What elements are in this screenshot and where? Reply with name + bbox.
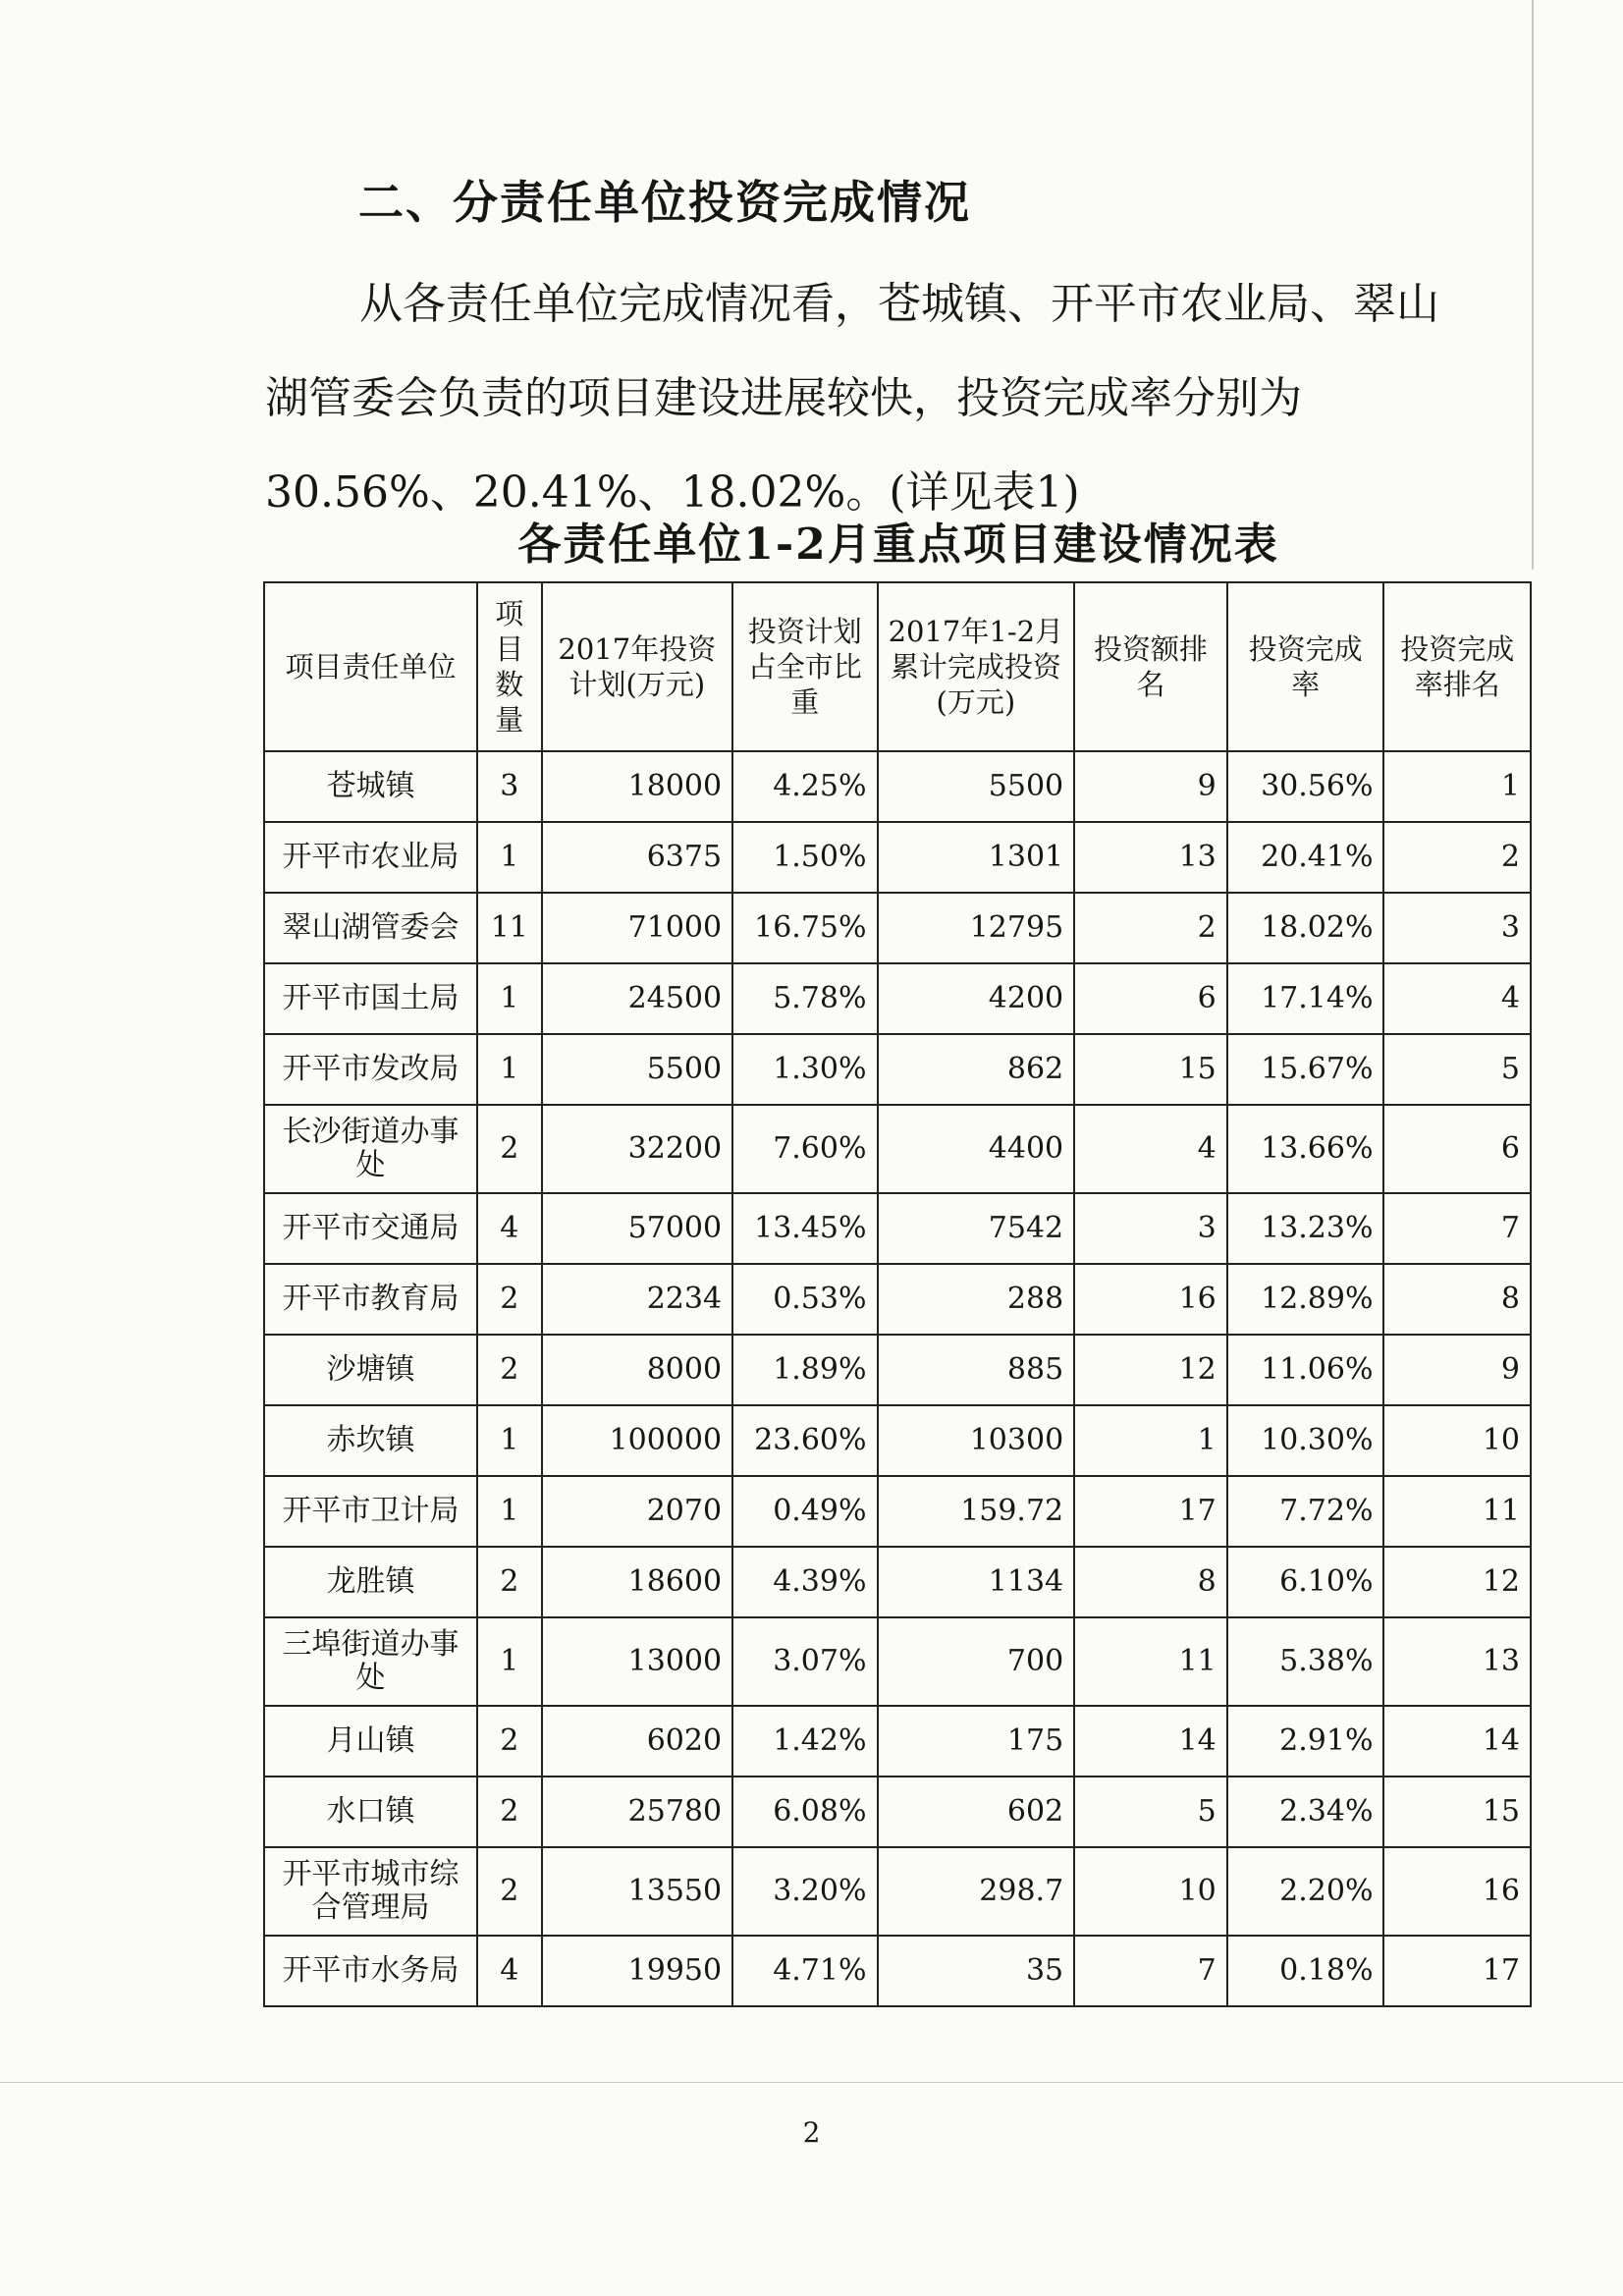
cell-count: 1 xyxy=(477,1405,542,1476)
table-row xyxy=(264,1706,1531,1777)
cell-rate: 17.14% xyxy=(1227,963,1384,1034)
header-share: 投资计划占全市比重 xyxy=(732,582,877,751)
cell-share: 4.71% xyxy=(732,1936,877,2006)
cell-unit: 开平市农业局 xyxy=(264,822,477,893)
cell-count: 2 xyxy=(477,1547,542,1617)
cell-done: 35 xyxy=(878,1936,1075,2006)
cell-plan: 18600 xyxy=(542,1547,733,1617)
cell-share: 0.53% xyxy=(732,1264,877,1335)
cell-done: 5500 xyxy=(878,751,1075,822)
cell-unit: 开平市国土局 xyxy=(264,963,477,1034)
cell-done: 862 xyxy=(878,1034,1075,1105)
cell-rate: 7.72% xyxy=(1227,1476,1384,1547)
cell-plan: 13550 xyxy=(542,1847,733,1936)
cell-unit: 沙塘镇 xyxy=(264,1335,477,1405)
cell-done: 159.72 xyxy=(878,1476,1075,1547)
cell-done: 885 xyxy=(878,1335,1075,1405)
table-row xyxy=(264,893,1531,963)
table-row xyxy=(264,1617,1531,1706)
cell-done: 175 xyxy=(878,1706,1075,1777)
cell-rate: 11.06% xyxy=(1227,1335,1384,1405)
cell-rank: 17 xyxy=(1074,1476,1227,1547)
cell-plan: 2234 xyxy=(542,1264,733,1335)
cell-share: 13.45% xyxy=(732,1193,877,1264)
cell-share: 16.75% xyxy=(732,893,877,963)
cell-unit: 开平市卫计局 xyxy=(264,1476,477,1547)
table-title: 各责任单位1-2月重点项目建设情况表 xyxy=(517,519,1279,570)
cell-rate-rank: 6 xyxy=(1383,1105,1531,1193)
cell-done: 10300 xyxy=(878,1405,1075,1476)
cell-plan: 5500 xyxy=(542,1034,733,1105)
cell-plan: 71000 xyxy=(542,893,733,963)
cell-done: 12795 xyxy=(878,893,1075,963)
cell-count: 4 xyxy=(477,1936,542,2006)
cell-done: 4400 xyxy=(878,1105,1075,1193)
cell-unit: 赤坎镇 xyxy=(264,1405,477,1476)
cell-share: 1.30% xyxy=(732,1034,877,1105)
cell-unit: 开平市发改局 xyxy=(264,1034,477,1105)
table-row xyxy=(264,1405,1531,1476)
cell-rate-rank: 16 xyxy=(1383,1847,1531,1936)
cell-rate-rank: 13 xyxy=(1383,1617,1531,1706)
cell-plan: 19950 xyxy=(542,1936,733,2006)
table-row xyxy=(264,1547,1531,1617)
cell-count: 2 xyxy=(477,1335,542,1405)
cell-count: 2 xyxy=(477,1777,542,1847)
cell-unit: 开平市城市综合管理局 xyxy=(264,1847,477,1936)
cell-rate-rank: 14 xyxy=(1383,1706,1531,1777)
cell-plan: 8000 xyxy=(542,1335,733,1405)
cell-rate: 6.10% xyxy=(1227,1547,1384,1617)
cell-rate: 2.91% xyxy=(1227,1706,1384,1777)
cell-rank: 9 xyxy=(1074,751,1227,822)
cell-done: 1134 xyxy=(878,1547,1075,1617)
cell-count: 2 xyxy=(477,1706,542,1777)
cell-done: 700 xyxy=(878,1617,1075,1706)
table-header-row xyxy=(264,582,1531,751)
summary-text: 从各责任单位完成情况看，苍城镇、开平市农业局、翠山湖管委会负责的项目建设进展较快，投资完成率分别为30.56%、20.41%、18.02%。(详见表1) xyxy=(265,279,1439,518)
cell-plan: 32200 xyxy=(542,1105,733,1193)
cell-count: 1 xyxy=(477,1617,542,1706)
cell-done: 298.7 xyxy=(878,1847,1075,1936)
cell-rate: 2.34% xyxy=(1227,1777,1384,1847)
cell-share: 1.50% xyxy=(732,822,877,893)
cell-rank: 5 xyxy=(1074,1777,1227,1847)
cell-rate: 12.89% xyxy=(1227,1264,1384,1335)
header-plan: 2017年投资计划(万元) xyxy=(542,582,733,751)
cell-rate: 13.66% xyxy=(1227,1105,1384,1193)
cell-share: 1.42% xyxy=(732,1706,877,1777)
cell-rank: 8 xyxy=(1074,1547,1227,1617)
header-done: 2017年1-2月累计完成投资(万元) xyxy=(878,582,1075,751)
cell-count: 2 xyxy=(477,1847,542,1936)
cell-unit: 开平市水务局 xyxy=(264,1936,477,2006)
cell-rank: 12 xyxy=(1074,1335,1227,1405)
header-rank: 投资额排名 xyxy=(1074,582,1227,751)
header-rate: 投资完成率 xyxy=(1227,582,1384,751)
cell-rate: 10.30% xyxy=(1227,1405,1384,1476)
cell-unit: 三埠街道办事处 xyxy=(264,1617,477,1706)
cell-share: 3.20% xyxy=(732,1847,877,1936)
cell-share: 6.08% xyxy=(732,1777,877,1847)
cell-rate: 30.56% xyxy=(1227,751,1384,822)
cell-rate: 2.20% xyxy=(1227,1847,1384,1936)
table-row xyxy=(264,1936,1531,2006)
cell-count: 11 xyxy=(477,893,542,963)
table-row xyxy=(264,1777,1531,1847)
cell-done: 288 xyxy=(878,1264,1075,1335)
cell-rank: 15 xyxy=(1074,1034,1227,1105)
cell-count: 1 xyxy=(477,822,542,893)
cell-rate-rank: 12 xyxy=(1383,1547,1531,1617)
cell-rank: 6 xyxy=(1074,963,1227,1034)
cell-unit: 苍城镇 xyxy=(264,751,477,822)
cell-rank: 4 xyxy=(1074,1105,1227,1193)
cell-rate-rank: 4 xyxy=(1383,963,1531,1034)
cell-rank: 10 xyxy=(1074,1847,1227,1936)
cell-rate: 15.67% xyxy=(1227,1034,1384,1105)
table-row xyxy=(264,1105,1531,1193)
cell-rank: 1 xyxy=(1074,1405,1227,1476)
cell-plan: 24500 xyxy=(542,963,733,1034)
cell-rank: 7 xyxy=(1074,1936,1227,2006)
cell-unit: 开平市教育局 xyxy=(264,1264,477,1335)
table-row xyxy=(264,1335,1531,1405)
summary-paragraph xyxy=(265,257,1453,540)
cell-rate: 13.23% xyxy=(1227,1193,1384,1264)
table-row xyxy=(264,751,1531,822)
cell-unit: 水口镇 xyxy=(264,1777,477,1847)
cell-rate-rank: 11 xyxy=(1383,1476,1531,1547)
cell-rate-rank: 3 xyxy=(1383,893,1531,963)
cell-count: 3 xyxy=(477,751,542,822)
table-row xyxy=(264,822,1531,893)
cell-plan: 100000 xyxy=(542,1405,733,1476)
cell-rate-rank: 10 xyxy=(1383,1405,1531,1476)
cell-done: 7542 xyxy=(878,1193,1075,1264)
cell-count: 2 xyxy=(477,1105,542,1193)
cell-done: 602 xyxy=(878,1777,1075,1847)
cell-share: 4.25% xyxy=(732,751,877,822)
cell-share: 5.78% xyxy=(732,963,877,1034)
cell-rank: 14 xyxy=(1074,1706,1227,1777)
page-number: 2 xyxy=(802,2116,821,2149)
cell-rate-rank: 5 xyxy=(1383,1034,1531,1105)
table-row xyxy=(264,1847,1531,1936)
table-row xyxy=(264,1034,1531,1105)
header-rate-rank: 投资完成率排名 xyxy=(1383,582,1531,751)
cell-count: 1 xyxy=(477,1476,542,1547)
cell-rank: 11 xyxy=(1074,1617,1227,1706)
cell-rate-rank: 9 xyxy=(1383,1335,1531,1405)
cell-rate: 5.38% xyxy=(1227,1617,1384,1706)
header-count: 项目数量 xyxy=(477,582,542,751)
cell-plan: 6375 xyxy=(542,822,733,893)
table-row xyxy=(264,963,1531,1034)
table-row xyxy=(264,1193,1531,1264)
cell-share: 1.89% xyxy=(732,1335,877,1405)
cell-count: 2 xyxy=(477,1264,542,1335)
section-heading: 二、分责任单位投资完成情况 xyxy=(358,176,971,229)
cell-rank: 3 xyxy=(1074,1193,1227,1264)
cell-count: 1 xyxy=(477,1034,542,1105)
cell-share: 4.39% xyxy=(732,1547,877,1617)
cell-unit: 月山镇 xyxy=(264,1706,477,1777)
cell-count: 1 xyxy=(477,963,542,1034)
cell-plan: 57000 xyxy=(542,1193,733,1264)
cell-plan: 18000 xyxy=(542,751,733,822)
cell-rate-rank: 2 xyxy=(1383,822,1531,893)
cell-rank: 16 xyxy=(1074,1264,1227,1335)
cell-unit: 长沙街道办事处 xyxy=(264,1105,477,1193)
cell-rate: 20.41% xyxy=(1227,822,1384,893)
cell-unit: 翠山湖管委会 xyxy=(264,893,477,963)
cell-share: 0.49% xyxy=(732,1476,877,1547)
cell-plan: 6020 xyxy=(542,1706,733,1777)
cell-plan: 25780 xyxy=(542,1777,733,1847)
cell-rate: 0.18% xyxy=(1227,1936,1384,2006)
cell-rate-rank: 17 xyxy=(1383,1936,1531,2006)
cell-done: 4200 xyxy=(878,963,1075,1034)
table-row xyxy=(264,1264,1531,1335)
cell-share: 23.60% xyxy=(732,1405,877,1476)
table-body xyxy=(264,751,1531,2006)
cell-share: 7.60% xyxy=(732,1105,877,1193)
cell-rate-rank: 8 xyxy=(1383,1264,1531,1335)
cell-rate-rank: 7 xyxy=(1383,1193,1531,1264)
cell-plan: 13000 xyxy=(542,1617,733,1706)
cell-share: 3.07% xyxy=(732,1617,877,1706)
cell-rate: 18.02% xyxy=(1227,893,1384,963)
cell-rate-rank: 15 xyxy=(1383,1777,1531,1847)
cell-unit: 开平市交通局 xyxy=(264,1193,477,1264)
cell-done: 1301 xyxy=(878,822,1075,893)
cell-plan: 2070 xyxy=(542,1476,733,1547)
cell-rank: 13 xyxy=(1074,822,1227,893)
cell-rate-rank: 1 xyxy=(1383,751,1531,822)
cell-rank: 2 xyxy=(1074,893,1227,963)
investment-table xyxy=(263,581,1532,2007)
cell-unit: 龙胜镇 xyxy=(264,1547,477,1617)
table-row xyxy=(264,1476,1531,1547)
header-unit: 项目责任单位 xyxy=(264,582,477,751)
cell-count: 4 xyxy=(477,1193,542,1264)
